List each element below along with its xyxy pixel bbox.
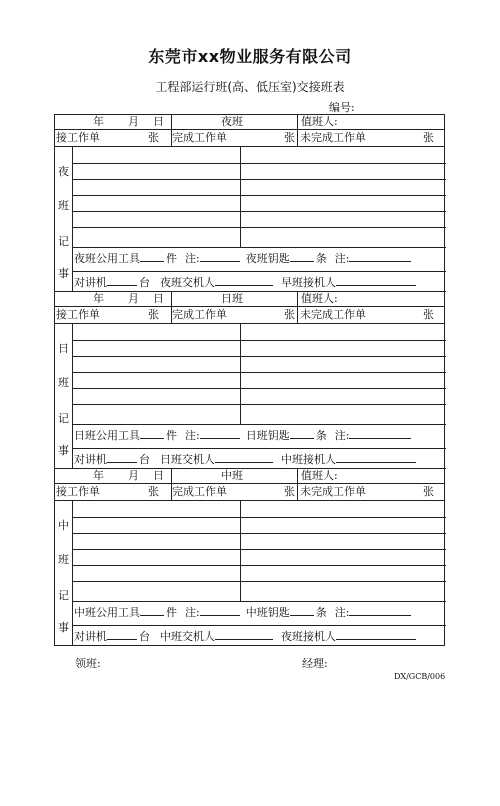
received-orders-label: 接工作单 [56, 485, 100, 498]
shift-header-row [55, 469, 444, 484]
handover-person-label: 夜班交机人 [160, 276, 215, 289]
record-line [72, 356, 446, 357]
shift-name: 日班 [221, 292, 243, 305]
public-tools-label: 日班公用工具 [74, 429, 140, 442]
record-line [72, 601, 446, 602]
side-label: 班 [58, 553, 69, 566]
completed-orders-label: 完成工作单 [172, 308, 227, 321]
divider [171, 307, 172, 324]
unit-label: 台 [139, 630, 150, 643]
tools-count-field[interactable] [140, 605, 164, 616]
divider [171, 115, 172, 130]
record-line [72, 372, 446, 373]
record-line [72, 179, 446, 180]
record-line [72, 247, 446, 248]
divider [297, 484, 298, 501]
divider [240, 147, 241, 247]
divider [297, 115, 298, 130]
strip-unit: 条 [315, 429, 327, 442]
receiver-person-label: 夜班接机人 [281, 630, 336, 643]
note-label: 注: [334, 429, 350, 442]
month-label: 月 [128, 115, 139, 128]
year-label: 年 [93, 115, 104, 128]
note-label: 注: [185, 429, 200, 442]
walkie-talkie-row [74, 629, 416, 806]
keys-count-field[interactable] [290, 605, 314, 616]
completed-orders-label: 完成工作单 [172, 485, 227, 498]
on-duty-label: 值班人: [301, 292, 338, 305]
note-label: 注: [334, 606, 350, 619]
record-line [72, 340, 446, 341]
divider [297, 469, 298, 484]
receiver-person-field[interactable] [336, 629, 416, 640]
side-label: 日 [58, 342, 69, 355]
record-line [72, 163, 446, 164]
side-label: 班 [58, 199, 69, 212]
shift-name: 中班 [221, 469, 243, 482]
received-orders-label: 接工作单 [56, 131, 100, 144]
handover-person-field[interactable] [215, 452, 273, 463]
handover-person-field[interactable] [215, 629, 273, 640]
keys-note-field[interactable] [349, 428, 411, 439]
handover-form-table [54, 114, 445, 646]
receiver-person-field[interactable] [336, 452, 416, 463]
document-code: DX/GCB/006 [394, 672, 446, 681]
month-label: 月 [128, 469, 139, 482]
walkie-label: 对讲机 [74, 276, 107, 289]
tools-note-field[interactable] [200, 428, 240, 439]
divider [171, 292, 172, 307]
keys-note-field[interactable] [349, 605, 411, 616]
sheets-unit: 张 [423, 485, 434, 498]
side-label: 事 [58, 444, 69, 457]
receiver-person-field[interactable] [336, 275, 416, 286]
sheets-unit: 张 [284, 308, 295, 321]
divider [297, 307, 298, 324]
divider [240, 501, 241, 601]
uncompleted-orders-label: 未完成工作单 [300, 131, 366, 144]
receiver-person-label: 中班接机人 [281, 453, 336, 466]
tools-note-field[interactable] [200, 605, 240, 616]
record-line [72, 581, 446, 582]
year-label: 年 [93, 469, 104, 482]
leader-signature-label: 领班: [75, 657, 101, 670]
side-label: 记 [58, 589, 69, 602]
piece-unit: 件 [166, 429, 177, 442]
form-title: 工程部运行班(高、低压室)交接班表 [155, 80, 345, 94]
receiver-person-label: 早班接机人 [281, 276, 336, 289]
completed-orders-label: 完成工作单 [172, 131, 227, 144]
handover-person-label: 中班交机人 [160, 630, 215, 643]
year-label: 年 [93, 292, 104, 305]
divider [171, 469, 172, 484]
side-label: 记 [58, 412, 69, 425]
tools-count-field[interactable] [140, 428, 164, 439]
on-duty-label: 值班人: [301, 469, 338, 482]
work-order-row [55, 130, 444, 147]
side-label: 中 [58, 519, 69, 532]
piece-unit: 件 [166, 606, 177, 619]
public-tools-label: 中班公用工具 [74, 606, 140, 619]
note-label: 注: [185, 606, 200, 619]
unit-label: 台 [139, 453, 150, 466]
record-line [72, 404, 446, 405]
divider [171, 130, 172, 147]
day-shift-section [55, 292, 444, 469]
sheets-unit: 张 [423, 308, 434, 321]
sheets-unit: 张 [148, 308, 159, 321]
handover-person-label: 日班交机人 [160, 453, 215, 466]
keys-note-field[interactable] [349, 251, 411, 262]
record-line [72, 195, 446, 196]
keys-count-field[interactable] [290, 251, 314, 262]
record-line [72, 211, 446, 212]
note-label: 注: [185, 252, 200, 265]
manager-signature-label: 经理: [302, 657, 328, 670]
walkie-label: 对讲机 [74, 630, 107, 643]
month-label: 月 [128, 292, 139, 305]
record-line [72, 565, 446, 566]
divider [297, 292, 298, 307]
side-label: 事 [58, 621, 69, 634]
piece-unit: 件 [166, 252, 177, 265]
divider [240, 324, 241, 424]
night-shift-section [55, 115, 444, 292]
tools-note-field[interactable] [200, 251, 240, 262]
side-label: 事 [58, 267, 69, 280]
side-label: 记 [58, 235, 69, 248]
serial-number-label: 编号: [329, 101, 355, 114]
note-label: 注: [334, 252, 350, 265]
record-line [72, 517, 446, 518]
shift-name: 夜班 [221, 115, 243, 128]
walkie-count-field[interactable] [107, 275, 137, 286]
day-label: 日 [153, 292, 164, 305]
work-order-row [55, 307, 444, 324]
side-label: 班 [58, 376, 69, 389]
sheets-unit: 张 [148, 485, 159, 498]
company-title: 东莞市xx物业服务有限公司 [148, 47, 352, 66]
strip-unit: 条 [315, 606, 327, 619]
public-tools-label: 夜班公用工具 [74, 252, 140, 265]
record-line [72, 549, 446, 550]
walkie-label: 对讲机 [74, 453, 107, 466]
keys-label: 日班钥匙 [245, 429, 290, 442]
shift-header-row [55, 292, 444, 307]
sheets-unit: 张 [284, 485, 295, 498]
side-label: 夜 [58, 165, 69, 178]
uncompleted-orders-label: 未完成工作单 [300, 485, 366, 498]
strip-unit: 条 [315, 252, 327, 265]
handover-person-field[interactable] [215, 275, 273, 286]
work-order-row [55, 484, 444, 501]
shift-header-row [55, 115, 444, 130]
record-line [72, 533, 446, 534]
on-duty-label: 值班人: [301, 115, 338, 128]
divider [171, 484, 172, 501]
mid-shift-section [55, 469, 444, 646]
tools-count-field[interactable] [140, 251, 164, 262]
sheets-unit: 张 [423, 131, 434, 144]
sheets-unit: 张 [148, 131, 159, 144]
walkie-count-field[interactable] [107, 629, 137, 640]
sheets-unit: 张 [284, 131, 295, 144]
keys-label: 夜班钥匙 [245, 252, 290, 265]
unit-label: 台 [139, 276, 150, 289]
record-line [72, 227, 446, 228]
keys-count-field[interactable] [290, 428, 314, 439]
walkie-count-field[interactable] [107, 452, 137, 463]
day-label: 日 [153, 115, 164, 128]
record-line [72, 424, 446, 425]
divider [297, 130, 298, 147]
keys-label: 中班钥匙 [245, 606, 290, 619]
uncompleted-orders-label: 未完成工作单 [300, 308, 366, 321]
day-label: 日 [153, 469, 164, 482]
received-orders-label: 接工作单 [56, 308, 100, 321]
record-line [72, 388, 446, 389]
